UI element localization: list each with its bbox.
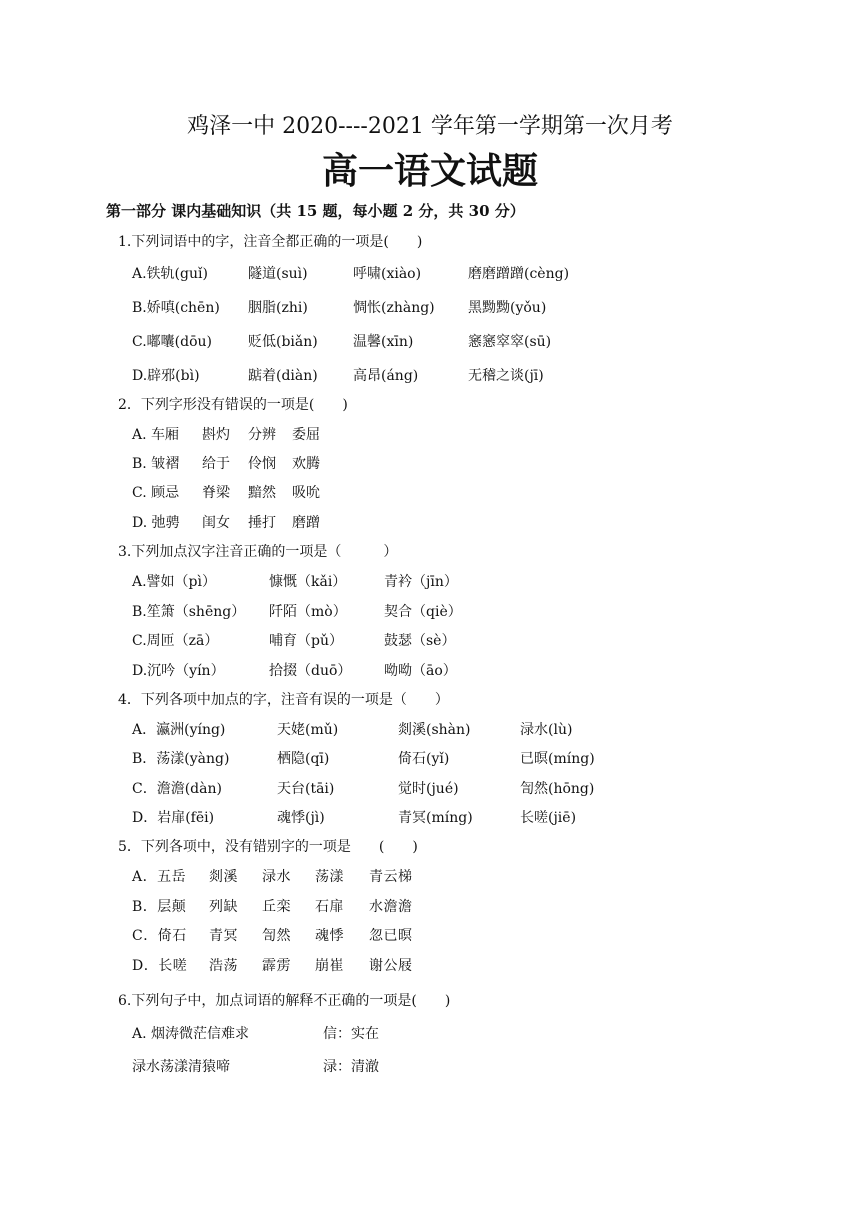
option-item: 磨磨蹭蹭(cèng) — [468, 266, 570, 282]
option-item: 哺育（pǔ） — [269, 633, 343, 649]
question-1-option-a — [132, 264, 752, 284]
option-item: D．岩扉(fēi) — [132, 810, 215, 826]
question-3-stem: 3.下列加点汉字注音正确的一项是（ ） — [118, 544, 398, 560]
option-item: 呼啸(xiào) — [353, 266, 422, 282]
question-2-stem: 2．下列字形没有错误的一项是( ) — [118, 397, 348, 413]
option-item: 分辨 — [248, 427, 276, 443]
option-item: 惆怅(zhàng) — [353, 300, 435, 316]
question-4-stem: 4．下列各项中加点的字，注音有误的一项是（ ） — [118, 692, 449, 708]
option-item: 天姥(mǔ) — [277, 722, 339, 738]
option-item: 谢公屐 — [369, 958, 413, 974]
option-item: 列缺 — [209, 899, 238, 915]
option-item: 契合（qiè） — [384, 604, 462, 620]
question-1-stem: 1.下列词语中的字，注音全都正确的一项是( ) — [118, 234, 423, 250]
option-item: 慷慨（kǎi） — [269, 574, 347, 590]
option-item: 温馨(xīn) — [353, 334, 414, 350]
option-item: 给于 — [202, 456, 230, 472]
option-item: 忽已暝 — [369, 928, 413, 944]
question-2-option-a — [132, 425, 532, 445]
option-item: 渌：清澈 — [323, 1059, 379, 1075]
option-item: 栖隐(qī) — [277, 751, 330, 767]
option-item: A．瀛洲(yíng) — [132, 722, 226, 738]
question-6-stem: 6.下列句子中，加点词语的解释不正确的一项是( ) — [118, 993, 451, 1009]
option-item: B.娇嗔(chēn) — [132, 300, 220, 316]
question-6-option-line — [132, 1057, 532, 1077]
option-item: A. 车厢 — [132, 427, 180, 443]
question-1-option-d — [132, 366, 752, 386]
option-item: 倚石(yǐ) — [398, 751, 450, 767]
option-item: 青冥 — [209, 928, 238, 944]
option-item: 伶悯 — [248, 456, 276, 472]
option-item: 踮着(diàn) — [248, 368, 318, 384]
option-item: 丘栾 — [262, 899, 291, 915]
question-4-option-a — [132, 720, 752, 740]
option-item: D.辟邪(bì) — [132, 368, 200, 384]
option-item: 青冥(míng) — [398, 810, 473, 826]
question-5-stem: 5．下列各项中，没有错别字的一项是 ( ) — [118, 839, 418, 855]
option-item: 已暝(míng) — [520, 751, 595, 767]
question-5-option-b — [132, 897, 532, 917]
option-item: 鼓瑟（sè） — [384, 633, 456, 649]
option-item: 磨蹭 — [292, 515, 320, 531]
question-2-option-b — [132, 454, 532, 474]
option-item: A.譬如（pì） — [132, 574, 216, 590]
option-item: C．澹澹(dàn) — [132, 781, 222, 797]
question-3-option-b — [132, 602, 632, 622]
question-2-option-c — [132, 483, 532, 503]
option-item: 霹雳 — [262, 958, 291, 974]
option-item: 阡陌（mò） — [269, 604, 347, 620]
question-4-option-b — [132, 749, 752, 769]
option-item: 隧道(suì) — [248, 266, 308, 282]
option-item: 吸吮 — [292, 485, 320, 501]
option-item: B．荡漾(yàng) — [132, 751, 230, 767]
option-item: 闺女 — [202, 515, 230, 531]
option-item: 斟灼 — [202, 427, 230, 443]
option-item: 荡漾 — [315, 869, 344, 885]
section-heading: 第一部分 课内基础知识（共 15 题，每小题 2 分，共 30 分） — [106, 202, 525, 220]
exam-title: 高一语文试题 — [321, 150, 538, 192]
option-item: 渌水 — [262, 869, 291, 885]
option-item: 石扉 — [315, 899, 344, 915]
question-3-option-d — [132, 661, 632, 681]
option-item: 水澹澹 — [369, 899, 413, 915]
option-item: A.铁轨(guǐ) — [132, 266, 208, 282]
question-4-option-d — [132, 808, 752, 828]
option-item: C.周匝（zā） — [132, 633, 219, 649]
question-3-option-c — [132, 631, 632, 651]
option-item: 剡溪 — [209, 869, 238, 885]
option-item: 拾掇（duō） — [269, 663, 352, 679]
option-item: 胭脂(zhi) — [248, 300, 308, 316]
option-item: 觉时(jué) — [398, 781, 459, 797]
question-6-option-a — [132, 1024, 532, 1044]
option-item: D．长嗟 — [132, 958, 188, 974]
option-item: D. 弛骋 — [132, 515, 180, 531]
option-item: B.笙箫（shēng） — [132, 604, 246, 620]
question-2-option-d — [132, 513, 532, 533]
option-item: 窸窸窣窣(sū) — [468, 334, 552, 350]
question-5-option-c — [132, 926, 532, 946]
option-item: C. 顾忌 — [132, 485, 180, 501]
option-item: B. 皱褶 — [132, 456, 180, 472]
option-item: 信：实在 — [323, 1026, 379, 1042]
option-item: 无稽之谈(jī) — [468, 368, 544, 384]
option-item: 訇然 — [262, 928, 291, 944]
option-item: 高昂(áng) — [353, 368, 419, 384]
option-item: 浩荡 — [209, 958, 238, 974]
option-item: 青衿（jīn） — [384, 574, 458, 590]
question-1-option-b — [132, 298, 752, 318]
option-item: 欢腾 — [292, 456, 320, 472]
question-1-option-c — [132, 332, 752, 352]
option-item: B．层颠 — [132, 899, 187, 915]
option-item: 捶打 — [248, 515, 276, 531]
option-item: 天台(tāi) — [277, 781, 335, 797]
option-item: 黑黝黝(yǒu) — [468, 300, 547, 316]
question-5-option-d — [132, 956, 532, 976]
option-item: 青云梯 — [369, 869, 413, 885]
option-item: C．倚石 — [132, 928, 187, 944]
option-item: C.嘟囔(dōu) — [132, 334, 212, 350]
question-5-option-a — [132, 867, 532, 887]
option-item: 魂悸 — [315, 928, 344, 944]
option-item: 长嗟(jiē) — [520, 810, 577, 826]
option-item: 脊梁 — [202, 485, 230, 501]
option-item: 渌水(lù) — [520, 722, 573, 738]
option-item: D.沉吟（yín） — [132, 663, 225, 679]
option-item: A. 烟涛微茫信难求 — [132, 1026, 250, 1042]
option-item: 呦呦（āo） — [384, 663, 457, 679]
option-item: 訇然(hōng) — [520, 781, 595, 797]
option-item: 贬低(biǎn) — [248, 334, 318, 350]
option-item: 剡溪(shàn) — [398, 722, 471, 738]
option-item: A．五岳 — [132, 869, 187, 885]
school-title: 鸡泽一中 2020----2021 学年第一学期第一次月考 — [187, 114, 673, 139]
option-item: 渌水荡漾清猿啼 — [132, 1059, 230, 1075]
option-item: 魂悸(jì) — [277, 810, 325, 826]
option-item: 崩崔 — [315, 958, 344, 974]
question-3-option-a — [132, 572, 632, 592]
question-4-option-c — [132, 779, 752, 799]
option-item: 黯然 — [248, 485, 276, 501]
option-item: 委屈 — [292, 427, 320, 443]
